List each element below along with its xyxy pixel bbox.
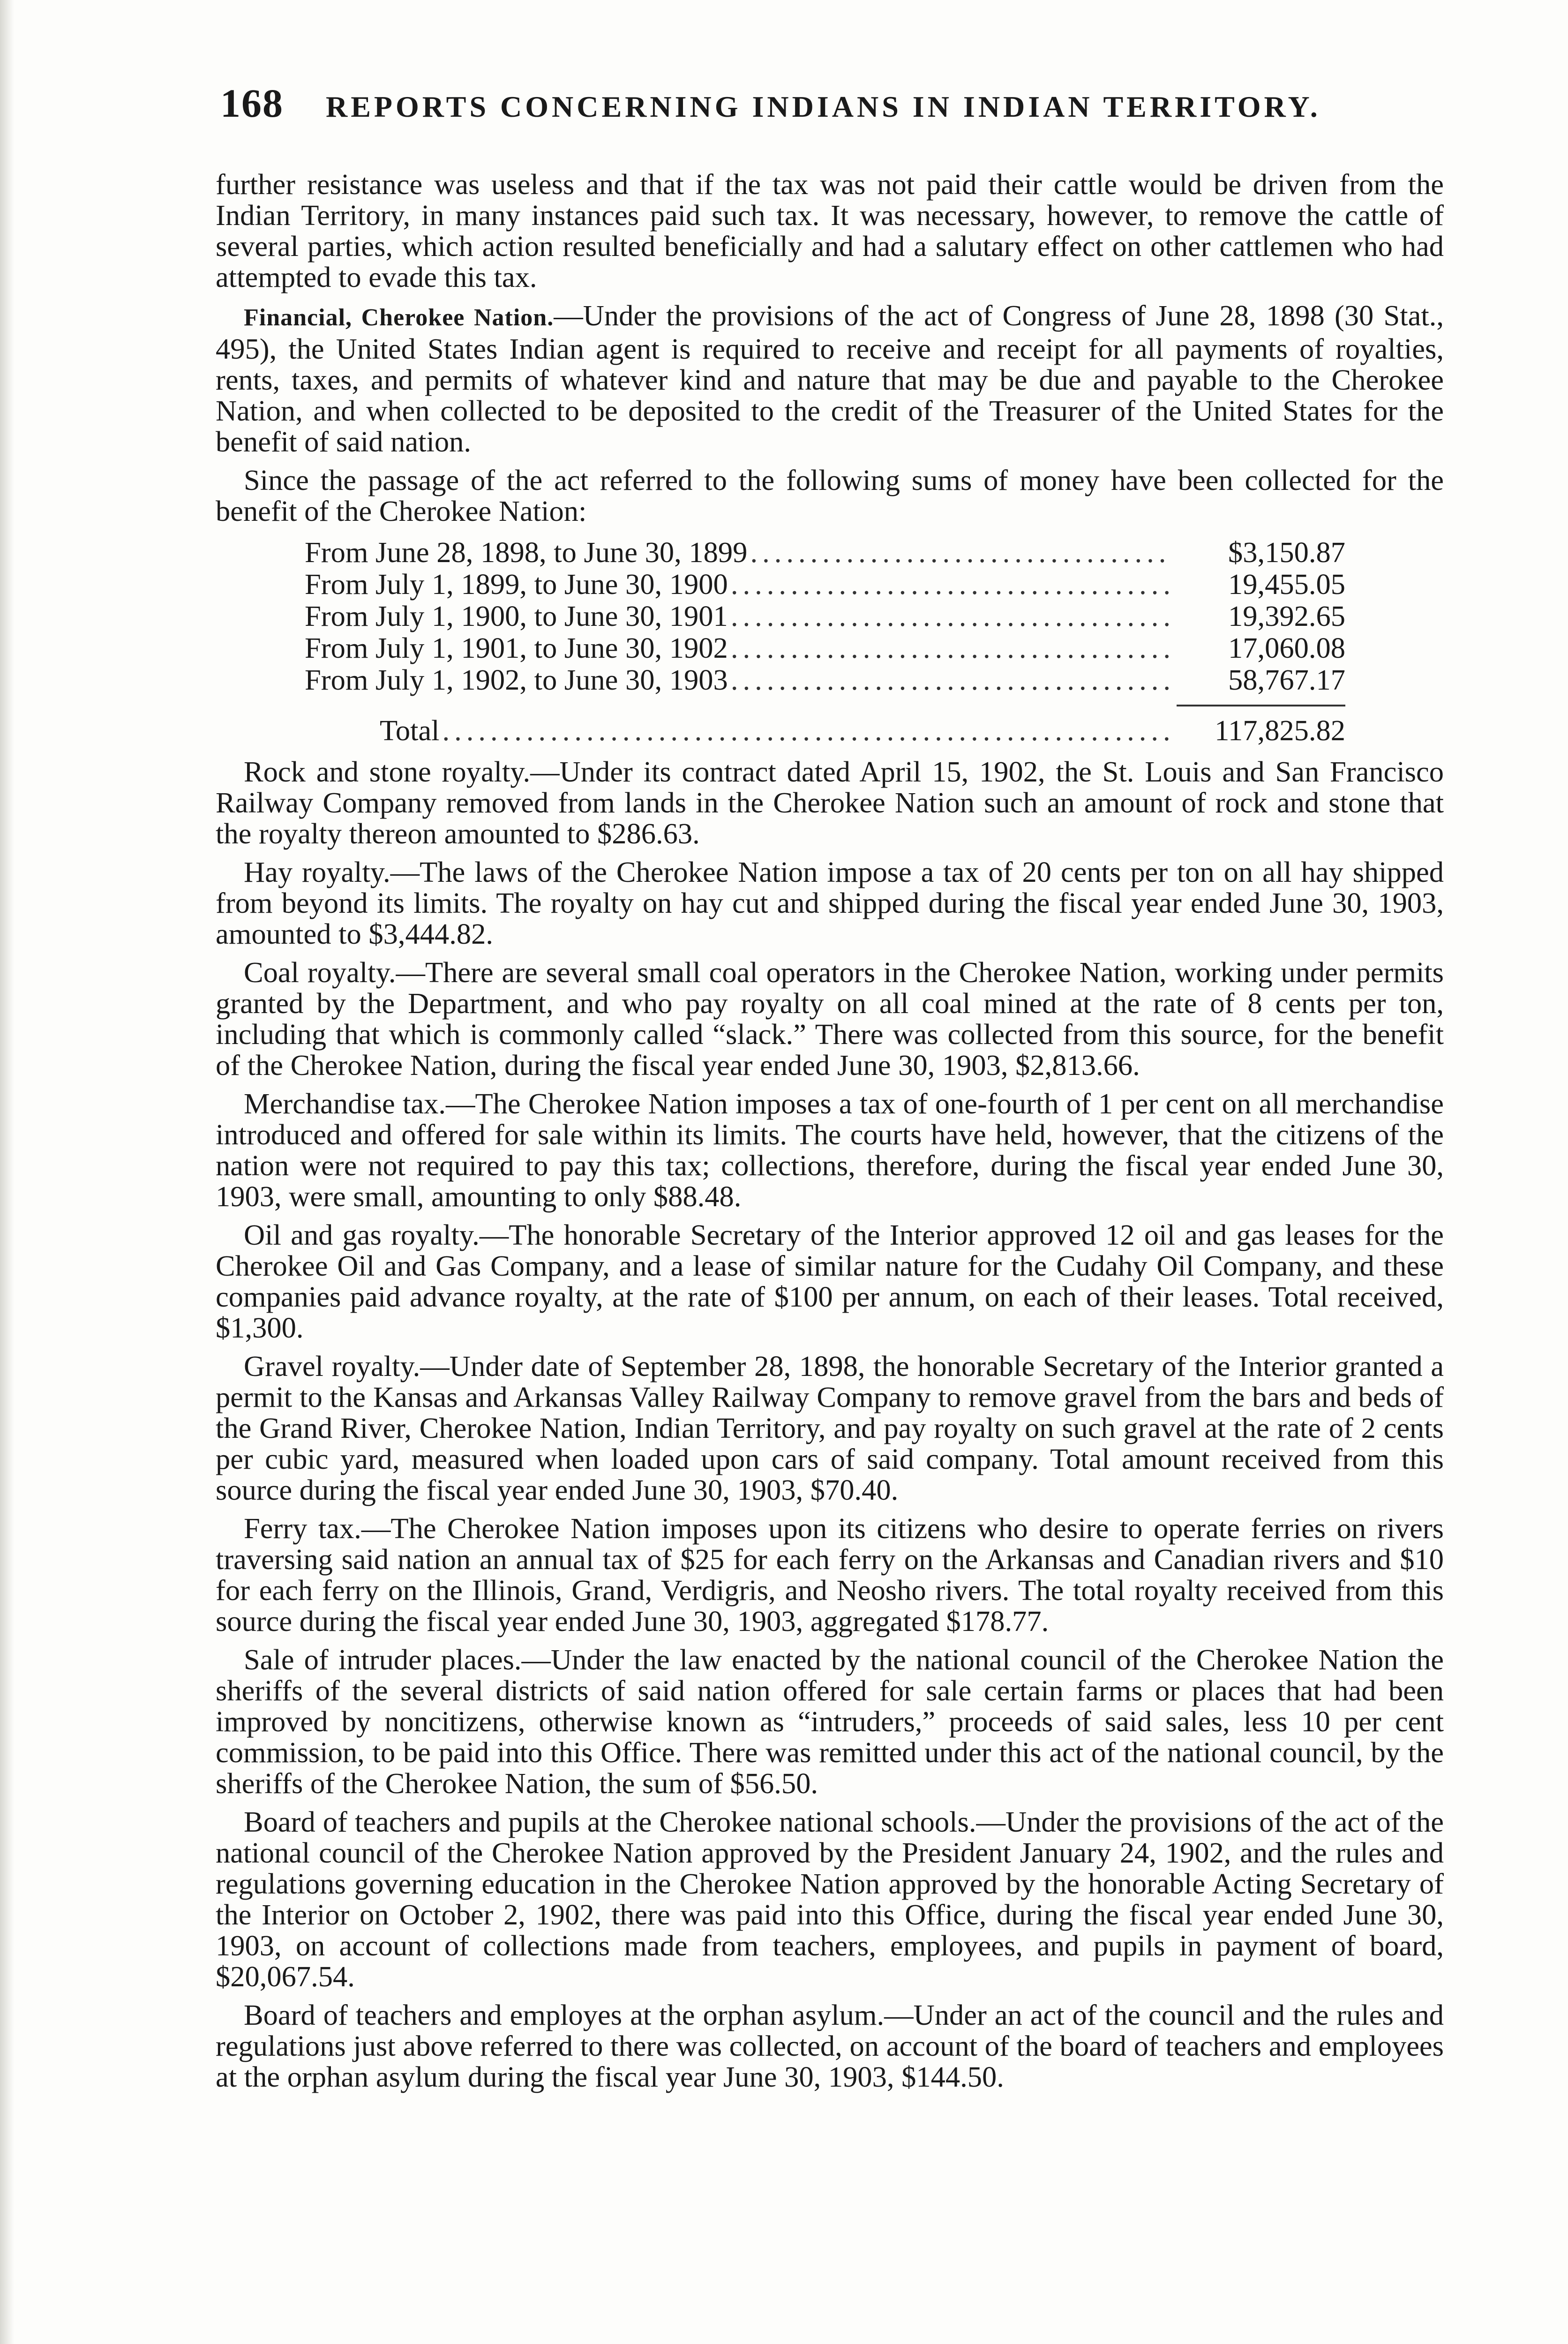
total-rule-row <box>305 696 1345 715</box>
running-head: REPORTS CONCERNING INDIANS IN INDIAN TERRITORY. <box>326 90 1321 123</box>
paragraph-board-national-schools: Board of teachers and pupils at the Cherokee national schools.—Under the provisions of the act of the national council of the Cherokee Nation approved by the President January 24, 1902, and the rules and regulations governing education in the Cherokee Nation approved by the honorable Acting Secretary of the Interior on October 2, 1902, there was paid into this Office, during the fiscal year ended June 30, 1903, on account of collections made from teachers, employees, and pupils in payment of board, $20,067.54. <box>216 1805 1444 1993</box>
collection-period: From July 1, 1899, to June 30, 1900 <box>305 568 728 601</box>
total-row <box>305 715 1345 747</box>
paragraph-oil-and-gas-royalty: Oil and gas royalty.—The honorable Secretary of the Interior approved 12 oil and gas leases for the Cherokee Oil and Gas Company, and a lease of similar nature for the Cudahy Oil Company, and these companies paid advance royalty, at the rate of $100 per annum, on each of their leases. Total received, $1,300. <box>216 1218 1444 1344</box>
paragraph-sale-of-intruder-places: Sale of intruder places.—Under the law enacted by the national council of the Cherokee Nation the sheriffs of the several districts of said nation offered for sale certain farms or places that had been improved by noncitizens, otherwise known as “intruders,” proceeds of said sales, less 10 per cent commission, to be paid into this Office. There was remitted under this act of the national council, by the sheriffs of the Cherokee Nation, the sum of $56.50. <box>216 1643 1444 1800</box>
paragraph-financial <box>216 300 1444 457</box>
collection-period: From July 1, 1900, to June 30, 1901 <box>305 600 728 632</box>
table-row <box>305 601 1345 632</box>
collection-period: From July 1, 1901, to June 30, 1902 <box>305 631 728 664</box>
total-amount: 117,825.82 <box>1215 714 1345 747</box>
total-label: Total <box>380 714 440 747</box>
paragraph-since-passage: Since the passage of the act referred to the following sums of money have been collected for the benefit of the Cherokee Nation: <box>216 464 1444 527</box>
collection-amount: 19,392.65 <box>1228 600 1345 632</box>
table-row <box>305 537 1345 569</box>
collection-amount: 58,767.17 <box>1228 663 1345 696</box>
paragraph-gravel-royalty: Gravel royalty.—Under date of September 28, 1898, the honorable Secretary of the Interior granted a permit to the Kansas and Arkansas Valley Railway Company to remove gravel from the bars and beds of the Grand River, Cherokee Nation, Indian Territory, and pay royalty on such gravel at the rate of 2 cents per cubic yard, measured when loaded upon cars of said company. Total amount received from this source during the fiscal year ended June 30, 1903, $70.40. <box>216 1350 1444 1506</box>
collection-period: From July 1, 1902, to June 30, 1903 <box>305 663 728 696</box>
table-row <box>305 632 1345 664</box>
dot-leader <box>750 537 1172 568</box>
section-heading-financial: Financial, Cherokee Nation. <box>244 304 554 331</box>
dot-leader <box>731 601 1172 631</box>
paragraph-board-orphan-asylum: Board of teachers and employes at the orphan asylum.—Under an act of the council and the rules and regulations just above referred to there was collected, on account of the board of teachers and employees at the orphan asylum during the fiscal year June 30, 1903, $144.50. <box>216 1998 1444 2093</box>
dot-leader <box>731 664 1172 695</box>
paragraph-ferry-tax: Ferry tax.—The Cherokee Nation imposes upon its citizens who desire to operate ferries on rivers traversing said nation an annual tax of $25 for each ferry on the Arkansas and Canadian rivers and $10 for each ferry on the Illinois, Grand, Verdigris, and Neosho rivers. The total royalty received from this source during the fiscal year ended June 30, 1903, aggregated $178.77. <box>216 1512 1444 1638</box>
dot-leader <box>443 715 1172 746</box>
dot-leader <box>731 569 1172 600</box>
collection-amount: 19,455.05 <box>1228 568 1345 601</box>
paragraph-merchandise-tax: Merchandise tax.—The Cherokee Nation imposes a tax of one-fourth of 1 per cent on all merchandise introduced and offered for sale within its limits. The courts have held, however, that the citizens of the nation were not required to pay this tax; collections, therefore, during the fiscal year ended June 30, 1903, were small, amounting to only $88.48. <box>216 1087 1444 1213</box>
table-row <box>305 664 1345 696</box>
collections-table <box>216 537 1345 747</box>
collection-period: From June 28, 1898, to June 30, 1899 <box>305 536 748 569</box>
dot-leader <box>731 632 1172 663</box>
paragraph-financial-body: —Under the provisions of the act of Congress of June 28, 1898 (30 Stat., 495), the United States Indian agent is required to receive and receipt for all payments of royalties, rents, taxes, and permits of whatever kind and nature that may be due and payable to the Cherokee Nation, and when collected to be deposited to the credit of the Treasurer of the United States for the benefit of said nation. <box>216 299 1444 458</box>
body-text <box>216 169 1444 2100</box>
paragraph-hay-royalty: Hay royalty.—The laws of the Cherokee Nation impose a tax of 20 cents per ton on all hay shipped from beyond its limits. The royalty on hay cut and shipped during the fiscal year ended June 30, 1903, amounted to $3,444.82. <box>216 856 1444 950</box>
page-edge-shadow <box>0 0 14 2344</box>
total-rule <box>1177 705 1345 715</box>
paragraph-coal-royalty: Coal royalty.—There are several small coal operators in the Cherokee Nation, working under permits granted by the Department, and who pay royalty on all coal mined at the rate of 8 cents per ton, including that which is commonly called “slack.” There was collected from this source, for the benefit of the Cherokee Nation, during the fiscal year ended June 30, 1903, $2,813.66. <box>216 956 1444 1082</box>
collection-amount: 17,060.08 <box>1228 631 1345 664</box>
paragraph-cattle-tax-continuation: further resistance was useless and that if the tax was not paid their cattle would be driven from the Indian Territory, in many instances paid such tax. It was necessary, however, to remove the cattle of several parties, which action resulted beneficially and had a salutary effect on other cattlemen who had attempted to evade this tax. <box>216 168 1444 293</box>
page-number: 168 <box>220 81 284 126</box>
paragraph-rock-and-stone-royalty: Rock and stone royalty.—Under its contract dated April 15, 1902, the St. Louis and San Francisco Railway Company removed from lands in the Cherokee Nation such an amount of rock and stone that the royalty thereon amounted to $286.63. <box>216 755 1444 850</box>
page-header <box>220 80 1383 141</box>
collection-amount: $3,150.87 <box>1228 536 1345 569</box>
table-row <box>305 569 1345 601</box>
